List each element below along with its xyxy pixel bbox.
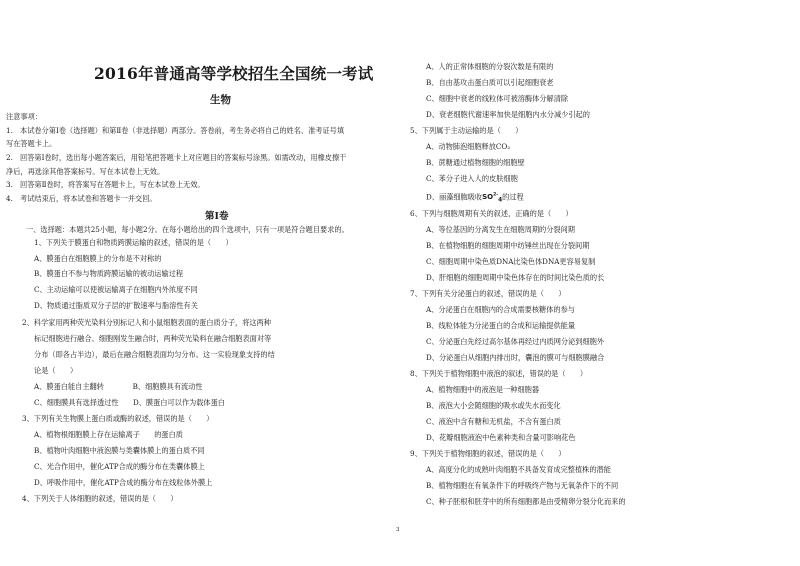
option-text: 的过程 bbox=[502, 192, 524, 202]
option-line: B、植物叶肉细胞中液泡膜与类囊体膜上的蛋白质不同 bbox=[34, 446, 205, 455]
question-line: 分布（即各占半边），最后在融合细胞表面均匀分布。这一实验现象支持的结 bbox=[34, 350, 275, 359]
option-line: D、花瓣细胞液泡中色素种类和含量可影响花色 bbox=[426, 433, 576, 442]
question-line: 1、下列关于膜蛋白和物质跨膜运输的叙述，错误的是（ ） bbox=[34, 238, 233, 247]
section-title: 第Ⅰ卷 bbox=[205, 211, 229, 222]
question-line: 标记细胞进行融合。细胞刚发生融合时，两种荧光染料在融合细胞表面对等 bbox=[34, 334, 272, 343]
option-line: A、动物肺泡细胞释放CO₂ bbox=[426, 142, 511, 151]
page-number: 3 bbox=[396, 527, 400, 533]
option-line: D、分泌蛋白从细胞内排出时，囊泡的膜可与细胞膜融合 bbox=[426, 353, 605, 362]
option-line: A、分泌蛋白在细胞内的合成需要核糖体的参与 bbox=[426, 305, 575, 314]
option-line: D、呼吸作用中，催化ATP合成的酶分布在线粒体外膜上 bbox=[34, 478, 213, 487]
question-line: 6、下列与细胞周期有关的叙述，正确的是（ ） bbox=[410, 209, 573, 218]
note-line: 1. 本试卷分第Ⅰ卷（选择题）和第Ⅱ卷（非选择题）两部分。答卷前，考生务必将自己的姓名、准考证号填 bbox=[6, 126, 345, 135]
option-line: C、苯分子进入人的皮肤细胞 bbox=[426, 174, 518, 183]
question-line: 论是（ ） bbox=[34, 366, 78, 375]
option-line: B、膜蛋白不参与物质跨膜运输的被动运输过程 bbox=[34, 269, 184, 278]
note-line: 写在答题卡上。 bbox=[6, 139, 57, 148]
option-line: A、高度分化的成熟叶肉细胞不具备发育成完整植株的潜能 bbox=[426, 465, 611, 474]
option-line: C、细胞中衰老的线粒体可被溶酶体分解清除 bbox=[426, 94, 569, 103]
sulfate-formula bbox=[482, 193, 503, 204]
notes-heading: 注意事项： bbox=[6, 112, 42, 121]
note-line: 净后，再选涂其他答案标号。写在本试卷上无效。 bbox=[6, 167, 165, 176]
option-line: D、肝细胞的细胞周期中染色体存在的时间比染色质的长 bbox=[426, 273, 605, 282]
option-text: D、丽藻细胞吸收 bbox=[426, 192, 483, 202]
option-line: C、细胞膜具有选择透过性 D、膜蛋白可以作为载体蛋白 bbox=[34, 398, 225, 407]
option-line: B、植物细胞在有氧条件下的呼吸终产物与无氧条件下的不同 bbox=[426, 481, 619, 490]
option-line: C、种子胚根和胚芽中的所有细胞都是由受精卵分裂分化而来的 bbox=[426, 497, 626, 506]
question-line: 3、下列有关生物膜上蛋白质或酶的叙述，错误的是（ ） bbox=[22, 414, 214, 423]
question-line: 4、下列关于人体细胞的叙述，错误的是（ ） bbox=[22, 494, 178, 503]
option-line: B、在植物细胞的细胞周期中纺锤丝出现在分裂间期 bbox=[426, 241, 590, 250]
option-line: C、光合作用中，催化ATP合成的酶分布在类囊体膜上 bbox=[34, 462, 205, 471]
option-line: C、细胞周期中染色质DNA比染色体DNA更容易复制 bbox=[426, 257, 596, 266]
note-line: 3. 回答第Ⅱ卷时，将答案写在答题卡上，写在本试卷上无效。 bbox=[6, 180, 205, 189]
option-line: A、人的正常体细胞的分裂次数是有限的 bbox=[426, 62, 554, 71]
question-line: 5、下列属于主动运输的是（ ） bbox=[410, 126, 523, 135]
note-line: 4. 考试结束后，将本试卷和答题卡一并交回。 bbox=[6, 194, 157, 203]
option-line: B、自由基攻击蛋白质可以引起细胞衰老 bbox=[426, 78, 554, 87]
option-line: B、液泡大小会随细胞的吸水或失水而变化 bbox=[426, 401, 561, 410]
option-line: C、主动运输可以使被运输离子在细胞内外浓度不同 bbox=[34, 285, 198, 294]
option-line: B、蔗糖通过植物细胞的细胞壁 bbox=[426, 158, 525, 167]
option-line: A、植物根细胞膜上存在运输离子 的蛋白质 bbox=[34, 430, 183, 439]
section-intro: 一、选择题：本题共25小题，每小题2分。在每小题给出的四个选项中，只有一项是符合题目要求的。 bbox=[26, 225, 349, 234]
question-line: 2、科学家用两种荧光染料分别标记人和小鼠细胞表面的蛋白质分子，将这两种 bbox=[22, 318, 271, 327]
option-line: B、线粒体能为分泌蛋白的合成和运输提供能量 bbox=[426, 321, 576, 330]
option-line: A、膜蛋白在细胞膜上的分布是不对称的 bbox=[34, 254, 162, 263]
option-line: D、衰老细胞代谢速率加快是细胞内水分减少引起的 bbox=[426, 110, 590, 119]
option-line: A、等位基因的分离发生在细胞周期的分裂间期 bbox=[426, 225, 575, 234]
option-line: C、分泌蛋白先经过高尔基体再经过内质网分泌到细胞外 bbox=[426, 337, 605, 346]
formula-subscript: 4 bbox=[498, 197, 503, 204]
note-line: 2. 回答第Ⅰ卷时，选出每小题答案后，用铅笔把答题卡上对应题目的答案标号涂黑。如需改动，用橡皮擦干 bbox=[6, 153, 347, 162]
question-line: 9、下列关于植物细胞的叙述，错误的是（ ） bbox=[410, 449, 566, 458]
option-line bbox=[426, 191, 524, 206]
formula-ion: SO bbox=[482, 193, 494, 202]
subject-title: 生物 bbox=[210, 94, 231, 106]
exam-title: 2016年普通高等学校招生全国统一考试 bbox=[94, 64, 374, 83]
formula-charge: 2- bbox=[493, 193, 499, 198]
option-line: A、膜蛋白能自主翻转 B、细胞膜具有流动性 bbox=[34, 382, 203, 391]
option-line: D、物质通过脂质双分子层的扩散速率与脂溶性有关 bbox=[34, 301, 198, 310]
question-line: 8、下列关于植物细胞中液泡的叙述，错误的是（ ） bbox=[410, 369, 588, 378]
option-line: C、液泡中含有糖和无机盐，不含有蛋白质 bbox=[426, 417, 561, 426]
question-line: 7、下列有关分泌蛋白的叙述，错误的是（ ） bbox=[410, 289, 566, 298]
option-line: A、植物细胞中的液泡是一种细胞器 bbox=[426, 385, 540, 394]
